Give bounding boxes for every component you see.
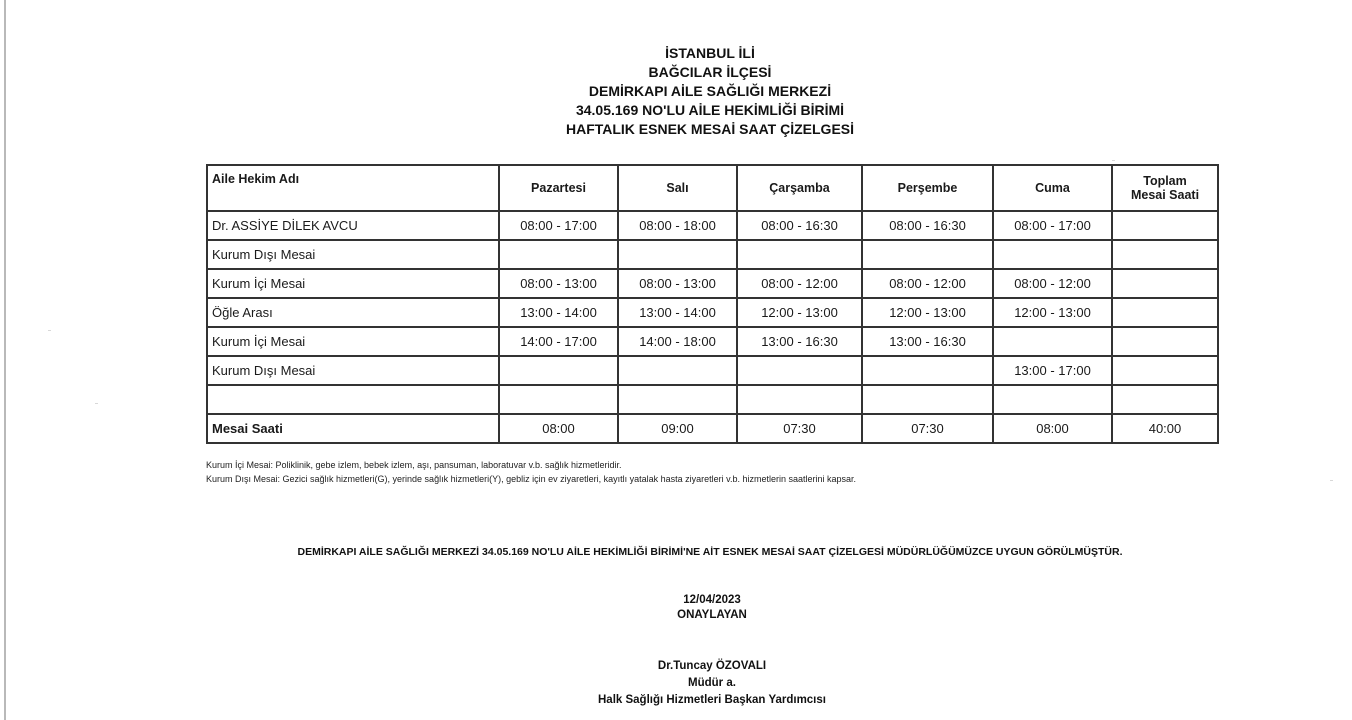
signer-position: Halk Sağlığı Hizmetleri Başkan Yardımcısı — [598, 694, 826, 706]
header-district: BAĞCILAR İLÇESİ — [648, 64, 772, 80]
column-header-total-line1: Toplam — [1143, 174, 1187, 188]
cell-wednesday: 12:00 - 13:00 — [737, 298, 862, 327]
cell-thursday — [862, 240, 993, 269]
cell-monday: 14:00 - 17:00 — [499, 327, 618, 356]
cell-tuesday: 08:00 - 13:00 — [618, 269, 737, 298]
row-label: Kurum Dışı Mesai — [207, 240, 499, 269]
approval-date: 12/04/2023 — [683, 594, 741, 606]
cell-friday: 13:00 - 17:00 — [993, 356, 1112, 385]
column-header-thursday: Perşembe — [862, 165, 993, 211]
total-friday: 08:00 — [993, 414, 1112, 443]
total-wednesday: 07:30 — [737, 414, 862, 443]
cell-monday — [499, 356, 618, 385]
cell-total — [1112, 327, 1218, 356]
table-row — [207, 327, 1218, 356]
cell-friday: 08:00 - 17:00 — [993, 211, 1112, 240]
cell-total — [1112, 211, 1218, 240]
table-row — [207, 356, 1218, 385]
total-thursday: 07:30 — [862, 414, 993, 443]
table-row — [207, 298, 1218, 327]
table-row — [207, 385, 1218, 414]
column-header-total — [1112, 165, 1218, 211]
row-label: Kurum İçi Mesai — [207, 269, 499, 298]
cell-tuesday — [618, 356, 737, 385]
cell-tuesday: 08:00 - 18:00 — [618, 211, 737, 240]
scan-speck — [48, 330, 51, 331]
cell-total — [1112, 240, 1218, 269]
table-row — [207, 240, 1218, 269]
row-label: Dr. ASSİYE DİLEK AVCU — [207, 211, 499, 240]
total-row — [207, 414, 1218, 443]
cell-total — [1112, 298, 1218, 327]
total-monday: 08:00 — [499, 414, 618, 443]
cell-wednesday: 13:00 - 16:30 — [737, 327, 862, 356]
table-row — [207, 211, 1218, 240]
row-label: Kurum Dışı Mesai — [207, 356, 499, 385]
cell-monday: 08:00 - 13:00 — [499, 269, 618, 298]
cell-wednesday: 08:00 - 12:00 — [737, 269, 862, 298]
approver-label: ONAYLAYAN — [677, 609, 747, 621]
table-row — [207, 269, 1218, 298]
cell-thursday: 13:00 - 16:30 — [862, 327, 993, 356]
cell-thursday — [862, 356, 993, 385]
cell-total — [1112, 269, 1218, 298]
header-document-title: HAFTALIK ESNEK MESAİ SAAT ÇİZELGESİ — [565, 121, 855, 137]
approval-block — [0, 593, 1352, 623]
document-header — [0, 44, 1352, 139]
cell-wednesday — [737, 385, 862, 414]
header-health-center: DEMİRKAPI AİLE SAĞLIĞI MERKEZİ — [588, 83, 832, 99]
column-header-wednesday: Çarşamba — [737, 165, 862, 211]
scan-speck — [95, 403, 98, 404]
cell-thursday: 12:00 - 13:00 — [862, 298, 993, 327]
signer-name: Dr.Tuncay ÖZOVALI — [657, 660, 767, 672]
cell-monday: 08:00 - 17:00 — [499, 211, 618, 240]
cell-tuesday — [618, 385, 737, 414]
cell-tuesday: 14:00 - 18:00 — [618, 327, 737, 356]
footnote-internal-hours: Kurum İçi Mesai: Poliklinik, gebe izlem, bebek izlem, aşı, pansuman, laboratuvar v.b. sağlık hizmetleridir. — [206, 460, 622, 470]
column-header-doctor: Aile Hekim Adı — [207, 165, 499, 211]
column-header-total-line2: Mesai Saati — [1130, 188, 1200, 202]
cell-monday: 13:00 - 14:00 — [499, 298, 618, 327]
cell-wednesday — [737, 356, 862, 385]
cell-total — [1112, 356, 1218, 385]
row-label: Öğle Arası — [207, 298, 499, 327]
header-unit: 34.05.169 NO'LU AİLE HEKİMLİĞİ BİRİMİ — [575, 102, 845, 118]
schedule-body — [207, 211, 1218, 443]
schedule-table — [206, 164, 1219, 444]
cell-wednesday — [737, 240, 862, 269]
cell-friday — [993, 327, 1112, 356]
approval-statement: DEMİRKAPI AİLE SAĞLIĞI MERKEZİ 34.05.169 NO'LU AİLE HEKİMLİĞİ BİRİMİ'NE AİT ESNEK MESAİ SAAT ÇİZELGESİ MÜDÜRLÜĞÜMÜZCE UYGUN GÖRÜLMÜŞTÜR. — [297, 546, 1123, 558]
row-label: Kurum İçi Mesai — [207, 327, 499, 356]
scan-speck — [1330, 480, 1333, 481]
cell-friday — [993, 385, 1112, 414]
column-header-monday: Pazartesi — [499, 165, 618, 211]
signer-title: Müdür a. — [688, 677, 736, 689]
cell-friday: 08:00 - 12:00 — [993, 269, 1112, 298]
cell-tuesday — [618, 240, 737, 269]
total-tuesday: 09:00 — [618, 414, 737, 443]
cell-thursday — [862, 385, 993, 414]
footnotes — [206, 458, 856, 486]
total-row-label: Mesai Saati — [207, 414, 499, 443]
cell-wednesday: 08:00 - 16:30 — [737, 211, 862, 240]
header-province: İSTANBUL İLİ — [665, 45, 755, 61]
cell-friday — [993, 240, 1112, 269]
cell-friday: 12:00 - 13:00 — [993, 298, 1112, 327]
cell-tuesday: 13:00 - 14:00 — [618, 298, 737, 327]
signature-block — [0, 658, 1352, 709]
column-header-tuesday: Salı — [618, 165, 737, 211]
cell-monday — [499, 385, 618, 414]
scan-speck — [1112, 160, 1115, 161]
cell-thursday: 08:00 - 16:30 — [862, 211, 993, 240]
total-total: 40:00 — [1112, 414, 1218, 443]
column-header-friday: Cuma — [993, 165, 1112, 211]
table-header-row — [207, 165, 1218, 211]
cell-thursday: 08:00 - 12:00 — [862, 269, 993, 298]
cell-monday — [499, 240, 618, 269]
footnote-external-hours: Kurum Dışı Mesai: Gezici sağlık hizmetleri(G), yerinde sağlık hizmetleri(Y), gebliz için ev ziyaretleri, kayıtlı yatalak hasta ziyaretleri v.b. hizmetlerin saatlerini kapsar. — [206, 474, 857, 484]
cell-total — [1112, 385, 1218, 414]
row-label — [207, 385, 499, 414]
